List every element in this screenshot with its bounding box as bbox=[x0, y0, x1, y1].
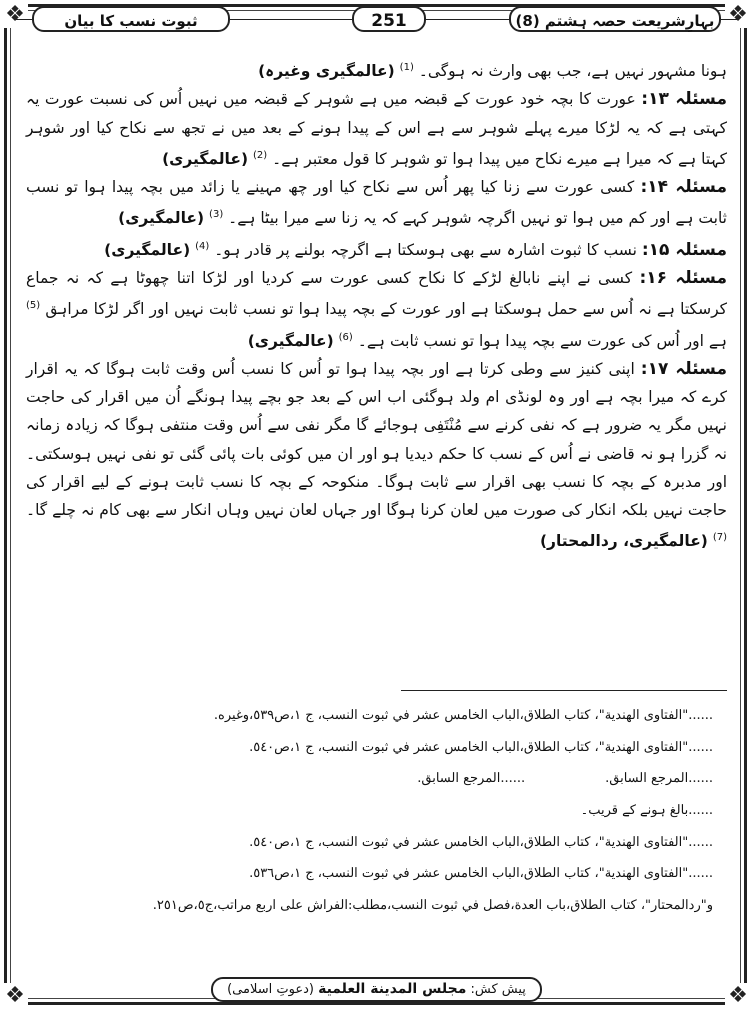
page-header bbox=[14, 6, 739, 34]
footnote: ......"الفتاوى الهندية"، كتاب الطلاق،الباب الخامس عشر في ثبوت النسب، ج ١،ص٥٤٠. bbox=[249, 739, 713, 755]
footnote: ......"الفتاوى الهندية"، كتاب الطلاق،الباب الخامس عشر في ثبوت النسب، ج ١،ص٥٣٩،وغيره. bbox=[213, 708, 713, 723]
footnote-marker: (4) bbox=[195, 240, 210, 252]
chapter-title: ثبوت نسب کا بیان bbox=[32, 6, 230, 32]
publisher-box bbox=[211, 977, 542, 1002]
publisher-sub: (دعوتِ اسلامی) bbox=[227, 982, 314, 997]
publisher-name: مجلس المدينة العلمية bbox=[318, 981, 467, 997]
reference: (عالمگیری) bbox=[162, 149, 249, 168]
reference: (عالمگیری) bbox=[247, 331, 334, 350]
footnote-pair bbox=[40, 763, 713, 795]
reference: (عالمگیری وغیرہ) bbox=[258, 62, 395, 81]
footer-prefix: پیش کش: bbox=[470, 982, 526, 997]
footnote: ......المرجع السابق. bbox=[605, 771, 713, 787]
footnote-marker: (1) bbox=[399, 62, 414, 73]
main-text bbox=[26, 54, 727, 556]
footnote: ......"الفتاوى الهندية"، كتاب الطلاق،الباب الخامس عشر في ثبوت النسب، ج ١،ص٥٣٦. bbox=[249, 866, 713, 882]
masala-label: مسئلہ ۱۷: bbox=[640, 358, 727, 379]
corner-ornament: ❖ bbox=[725, 983, 751, 1009]
masala-label: مسئلہ ۱۴: bbox=[640, 177, 727, 198]
book-title: بہارِشریعت حصہ ہشتم (8) bbox=[509, 6, 721, 32]
footnote-marker: (6) bbox=[338, 331, 353, 343]
corner-ornament: ❖ bbox=[2, 2, 28, 28]
footnote-divider bbox=[401, 690, 727, 691]
reference: (عالمگیری) bbox=[104, 240, 191, 259]
corner-ornament: ❖ bbox=[2, 983, 28, 1009]
masala-14: مسئلہ ۱۴: کسی عورت سے زنا کیا پھر اُس سے نکاح کیا اور چھ مہینے یا زائد میں بچہ پیدا ہوا تو نسب ثابت ہے اور کم میں ہوا تو نہیں اگرچہ شوہر کہے کہ یہ زنا سے میرا بیٹا ہے۔ $^{(3)}$ (عالمگیری) bbox=[26, 177, 727, 228]
footnote-marker: (7) bbox=[712, 532, 727, 544]
corner-ornament: ❖ bbox=[725, 2, 751, 28]
footnote-marker: (3) bbox=[209, 209, 224, 221]
reference: (عالمگیری، ردالمحتار) bbox=[539, 532, 708, 551]
footnote: ......المرجع السابق. bbox=[417, 771, 526, 787]
footnote: و"ردالمحتار"، كتاب الطلاق،باب العدة،فصل في ثبوت النسب،مطلب:الفراش على اربع مراتب،ج٥،ص٢٥١. bbox=[152, 898, 713, 914]
masala-13: مسئلہ ۱۳: عورت کا بچہ خود عورت کے قبضہ میں ہے شوہر کے قبضہ میں نہیں اُس کی نسبت عورت یہ کہتی ہے کہ یہ لڑکا میرے پہلے شوہر سے ہے اس کے پیدا ہونے کے بعد میں نے تجھ سے نکاح کیا اور شوہر کہتا ہے کہ میرا ہے میرے نکاح میں پیدا ہوا تو شوہر کا قول معتبر ہے۔ $^{(2)}$ (عالمگیری) bbox=[26, 89, 727, 168]
footnote: ......"الفتاوى الهندية"، كتاب الطلاق،الباب الخامس عشر في ثبوت النسب، ج ١،ص٥٤٠. bbox=[249, 834, 713, 850]
footnotes bbox=[40, 700, 713, 922]
masala-17: مسئلہ ۱۷: اپنی کنیز سے وطی کرتا ہے اور بچہ پیدا ہوا تو اُس کا نسب اُس وقت ثابت ہوگا کہ یہ اقرار کرے کہ میرا بچہ ہے اور وہ لونڈی ام ولد ہوگئی اب اس کے بعد جو بچے پیدا ہونگے اُن میں اقرار کی حاجت نہیں مگر یہ ضرور ہے کہ نفی کرنے سے مُنْتَفِی ہوجائے گا مگر نفی سے اُس وقت منتفی ہوگا کہ زیادہ زمانہ نہ گزرا ہو نہ قاضی نے اُس کے نسب کا حکم دیدیا ہو اور ان میں کوئی بات پائی گئی تو نفی نہیں ہوسکتی۔ اور مدبرہ کے بچہ کا نسب بھی اقرار سے ثابت ہوگا۔ منکوحہ کے بچہ کا نسب ثابت ہونے کے لیے اقرار کی حاجت نہیں بلکہ انکار کی صورت میں لعان کرنا ہوگا اور جہاں لعان نہیں وہاں انکار سے بھی کام نہ چلے گا۔ $^{(7)}$ (عالمگیری، ردالمحتار) bbox=[26, 358, 727, 551]
masala-label: مسئلہ ۱۶: bbox=[639, 268, 728, 289]
masala-16: مسئلہ ۱۶: کسی نے اپنے نابالغ لڑکے کا نکاح کسی عورت سے کردیا اور لڑکا اتنا چھوٹا ہے کہ نہ جماع کرسکتا ہے نہ اُس سے حمل ہوسکتا ہے اور عورت کے بچہ پیدا ہوا تو نسب ثابت نہیں اور اگر لڑکا مراہق $^{(5)}$ ہے اور اُس کی عورت سے بچہ پیدا ہوا تو نسب ثابت ہے۔ $^{(6)}$ (عالمگیری) bbox=[26, 268, 728, 350]
footnote-marker: (2) bbox=[252, 149, 268, 161]
page-number: 251 bbox=[352, 6, 426, 32]
masala-label: مسئلہ ۱۵: bbox=[641, 239, 727, 260]
reference: (عالمگیری) bbox=[118, 209, 205, 228]
footnote: ......بالغ ہونے کے قریب۔ bbox=[580, 803, 713, 819]
paragraph: ہونا مشہور نہیں ہے، جب بھی وارث نہ ہوگی۔ $^{(1)}$ (عالمگیری وغیرہ) bbox=[258, 62, 727, 81]
masala-15: مسئلہ ۱۵: نسب کا ثبوت اشارہ سے بھی ہوسکتا ہے اگرچہ بولنے پر قادر ہو۔ $^{(4)}$ (عالمگیری) bbox=[104, 239, 727, 260]
page-footer bbox=[0, 977, 753, 1003]
masala-label: مسئلہ ۱۳: bbox=[641, 89, 727, 110]
footnote-marker: (5) bbox=[26, 300, 41, 312]
